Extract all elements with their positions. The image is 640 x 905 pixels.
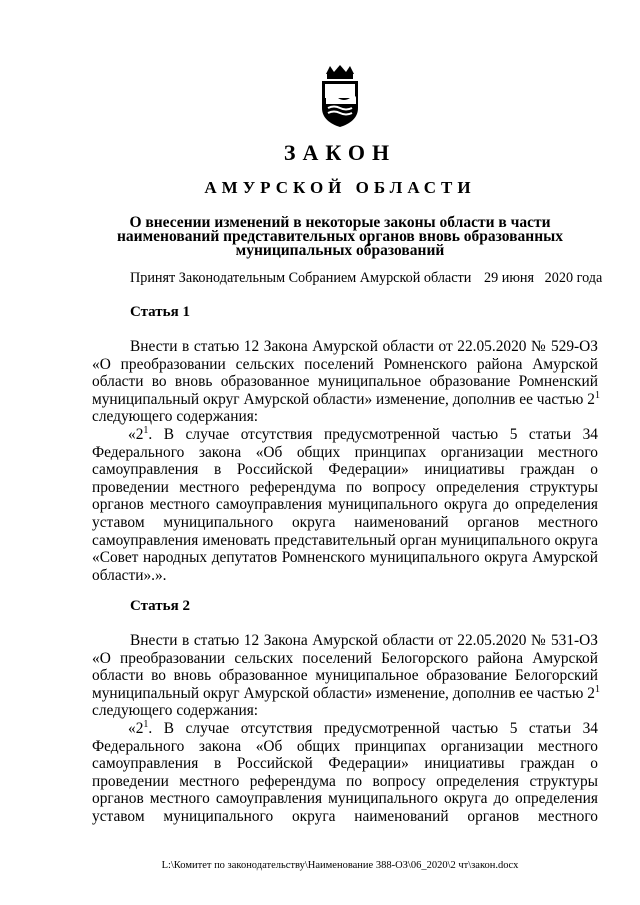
text-line: Внести в статью 12 Закона Амурской области от 22.05.2020 № 529-ОЗ bbox=[130, 338, 598, 355]
text-line: «О преобразовании сельских поселений Белогорского района Амурской bbox=[92, 649, 598, 667]
file-path-footer: L:\Комитет по законодательству\Наименование 388-ОЗ\06_2020\2 чт\закон.docx bbox=[161, 860, 519, 871]
region-name: АМУРСКОЙ ОБЛАСТИ bbox=[204, 178, 476, 197]
text-line: следующего содержания: bbox=[92, 702, 259, 720]
article-1-text bbox=[92, 338, 598, 584]
superscript: 1 bbox=[143, 424, 149, 436]
superscript: 1 bbox=[594, 683, 600, 695]
text-line: области».». bbox=[92, 566, 167, 584]
text-line: органов местного самоуправления муниципального округа до определения bbox=[92, 790, 598, 808]
text-line: «Совет народных депутатов Ромненского муниципального округа Амурской bbox=[92, 549, 598, 567]
text-line: Федерального закона «Об общих принципах организации местного bbox=[92, 737, 598, 755]
text-line: Внести в статью 12 Закона Амурской области от 22.05.2020 № 531-ОЗ bbox=[130, 632, 598, 649]
text-line bbox=[92, 426, 598, 444]
text-line: области во вновь образованное муниципальное образование Ромненский bbox=[92, 373, 598, 391]
text-line: Федерального закона «Об общих принципах организации местного bbox=[92, 443, 598, 461]
adoption-line bbox=[130, 270, 603, 287]
text-line: следующего содержания: bbox=[92, 408, 259, 426]
text-line: «$2^1$. В случае отсутствия предусмотренной частью 5 статьи 34 bbox=[128, 718, 598, 737]
text-line: проведении местного референдума по вопросу определения структуры bbox=[92, 478, 598, 496]
article-2-text bbox=[92, 632, 598, 826]
text-line: органов местного самоуправления муниципального округа до определения bbox=[92, 496, 598, 514]
subject-line: наименований представительных органов вновь образованных bbox=[117, 228, 563, 245]
law-subject bbox=[100, 216, 580, 258]
text-line: проведении местного референдума по вопросу определения структуры bbox=[92, 772, 598, 790]
quoted-part-number: «$2^1$. В случае отсутствия предусмотренной частью 5 статьи 34 bbox=[128, 424, 598, 443]
subject-line: О внесении изменений в некоторые законы области в части bbox=[129, 214, 551, 231]
adoption-date: 29 июня 2020 года bbox=[484, 270, 603, 286]
text-line: самоуправления в Российской Федерации» инициативы граждан о bbox=[92, 461, 598, 479]
text-line: муниципальный округ Амурской области» изменение, дополнив ее частью $2^1$ bbox=[92, 389, 600, 408]
text-line: самоуправления именовать представительный орган муниципального округа bbox=[92, 531, 598, 549]
text-line: самоуправления в Российской Федерации» инициативы граждан о bbox=[92, 755, 598, 773]
text-line: «О преобразовании сельских поселений Ромненского района Амурской bbox=[92, 355, 598, 373]
superscript: 1 bbox=[594, 389, 600, 401]
superscript: 1 bbox=[143, 718, 149, 730]
adopted-by: Принят Законодательным Собранием Амурской области bbox=[130, 270, 472, 286]
text-line: уставом муниципального округа наименований органов местного bbox=[92, 513, 598, 531]
subject-line: муниципальных образований bbox=[235, 242, 445, 259]
article-2-heading: Статья 2 bbox=[130, 598, 190, 614]
article-1-heading: Статья 1 bbox=[130, 304, 190, 320]
text-line: муниципальный округ Амурской области» изменение, дополнив ее частью $2^1$ bbox=[92, 683, 600, 702]
law-title: ЗАКОН bbox=[283, 140, 397, 165]
text-line: области во вновь образованное муниципальное образование Белогорский bbox=[92, 667, 598, 685]
amur-region-coat-of-arms-icon bbox=[316, 64, 364, 128]
text-line: уставом муниципального округа наименований органов местного bbox=[92, 807, 598, 825]
